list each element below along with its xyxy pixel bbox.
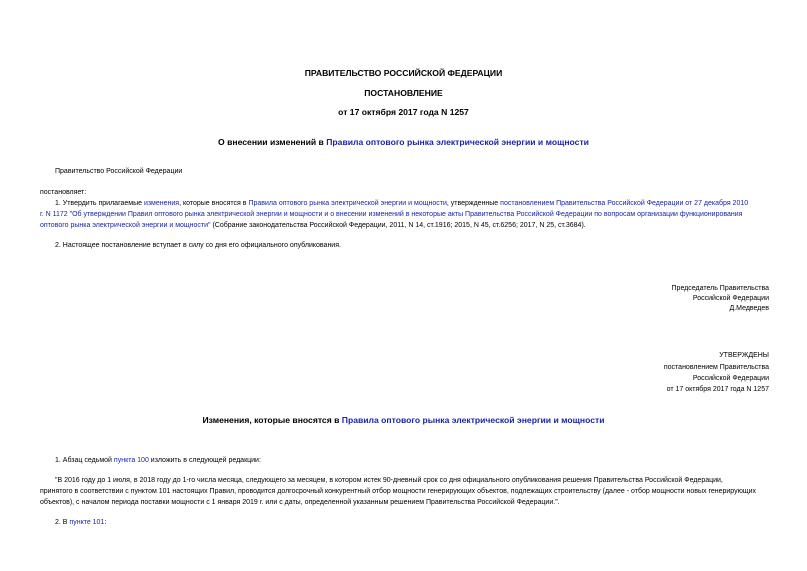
rules-link[interactable]: Правила оптового рынка электрической энергии и мощности bbox=[248, 200, 447, 207]
item-1-line-3 bbox=[40, 220, 586, 231]
change-2-suffix: : bbox=[104, 519, 107, 526]
approved-line-2: постановлением Правительства bbox=[663, 364, 769, 371]
changes-title-prefix: Изменения, которые вносятся в bbox=[202, 415, 342, 425]
changes-link[interactable]: изменения bbox=[143, 200, 180, 207]
item-1-line-2 bbox=[40, 209, 742, 220]
issuer-text: Правительство Российской Федерации bbox=[55, 168, 183, 175]
item-1-text: 1. Утвердить прилагаемые bbox=[55, 200, 144, 207]
quote-line-1: "В 2016 году до 1 июля, в 2018 году до 1-го числа месяца, следующего за месяцем, в котором истек 90-дневный срок со дня официального опубликования решения Правительства Российской Федерации, bbox=[55, 477, 723, 484]
change-1-text bbox=[55, 455, 261, 466]
resolution-link[interactable]: оптового рынка электрической энергии и мощности" bbox=[40, 222, 211, 229]
quote-line-2: принятого в соответствии с пунктом 101 настоящих Правил, проводится долгосрочный конкурентный отбор мощности генерирующих объектов, подлежащих строительству (далее - отбор мощности новых генерирующих bbox=[40, 488, 757, 495]
paragraph-101-link[interactable]: пункте 101 bbox=[69, 519, 105, 526]
quote-line-3: объектов), с началом периода поставки мощности с 1 января 2019 г. или с даты, определенной указанным решением Правительства Российской Федерации.". bbox=[40, 499, 560, 506]
change-2-text bbox=[55, 517, 106, 528]
government-heading: ПРАВИТЕЛЬСТВО РОССИЙСКОЙ ФЕДЕРАЦИИ bbox=[304, 68, 503, 78]
item-1-text: , которые вносятся в bbox=[179, 200, 249, 207]
signature-country: Российской Федерации bbox=[692, 295, 769, 302]
decides-text: постановляет: bbox=[40, 189, 87, 196]
document-date-number: от 17 октября 2017 года N 1257 bbox=[338, 107, 469, 117]
signature-name: Д.Медведев bbox=[729, 305, 769, 312]
resolution-link[interactable]: постановлением Правительства Российской Федерации от 27 декабря 2010 bbox=[500, 200, 749, 207]
resolution-link[interactable]: г. N 1172 "Об утверждении Правил оптового рынка электрической энергии и мощности и о внесении изменений в некоторые акты Правительства Российской Федерации по вопросам организации функционирования bbox=[40, 211, 743, 218]
changes-title bbox=[0, 415, 807, 425]
paragraph-100-link[interactable]: пункта 100 bbox=[113, 457, 149, 464]
document-title bbox=[0, 137, 807, 147]
change-1-suffix: изложить в следующей редакции: bbox=[148, 457, 261, 464]
approved-line-3: Российской Федерации bbox=[692, 375, 769, 382]
change-2-prefix: 2. В bbox=[55, 519, 70, 526]
item-1-text: (Собрание законодательства Российской Федерации, 2011, N 14, ст.1916; 2015, N 45, ст.6256; 2017, N 25, ст.3684). bbox=[210, 222, 586, 229]
rules-link[interactable]: Правила оптового рынка электрической энергии и мощности bbox=[341, 415, 605, 425]
rules-link[interactable]: Правила оптового рынка электрической энергии и мощности bbox=[326, 137, 589, 147]
document-type: ПОСТАНОВЛЕНИЕ bbox=[364, 88, 443, 98]
approved-line-4: от 17 октября 2017 года N 1257 bbox=[666, 386, 769, 393]
item-1-line-1 bbox=[55, 198, 748, 209]
item-1-text: , утвержденные bbox=[446, 200, 501, 207]
title-prefix: О внесении изменений в bbox=[218, 137, 327, 147]
approved-heading: УТВЕРЖДЕНЫ bbox=[719, 352, 769, 359]
change-1-prefix: 1. Абзац седьмой bbox=[55, 457, 114, 464]
signature-position: Председатель Правительства bbox=[671, 285, 769, 292]
item-2-text: 2. Настоящее постановление вступает в силу со дня его официального опубликования. bbox=[55, 242, 341, 249]
